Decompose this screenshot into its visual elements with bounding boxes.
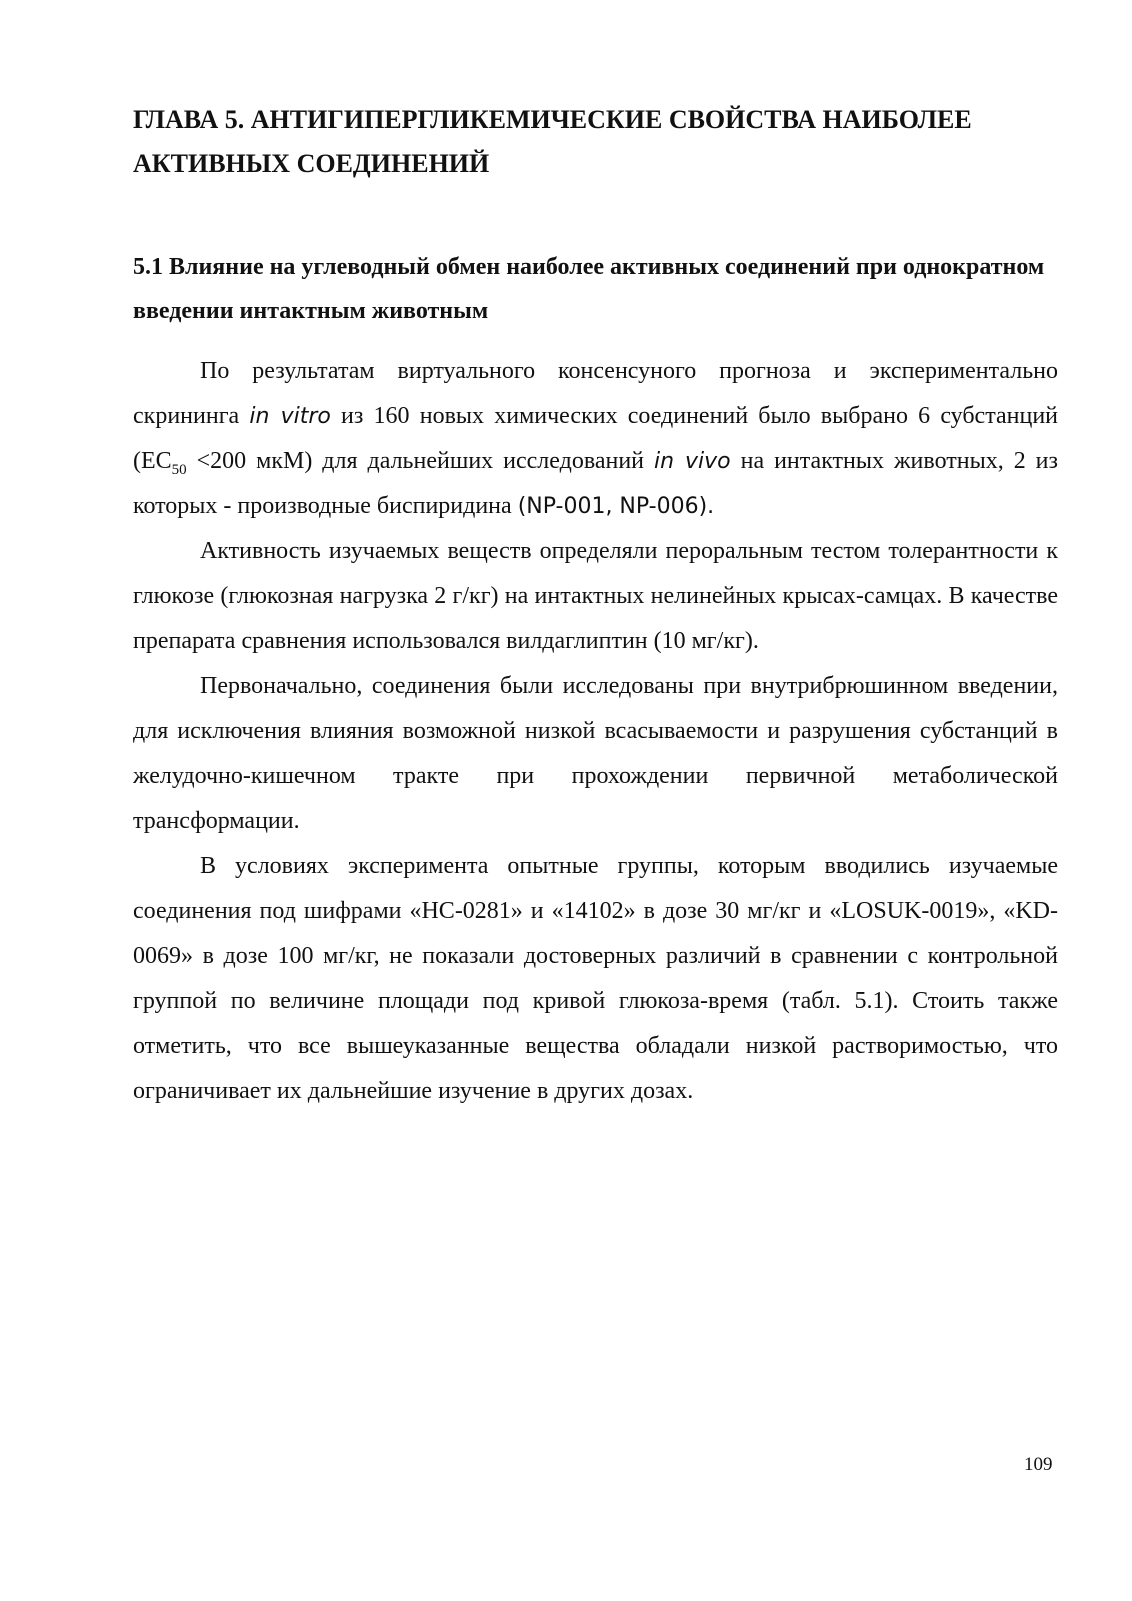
paragraph-1-italic-in-vitro: in vitro [249,404,331,429]
ec50-subscript: 50 [171,461,187,478]
paragraph-1-text-c: <200 мкМ) для дальнейших исследований [186,448,654,474]
document-page [133,98,1058,1114]
paragraph-1-text-b: из 160 новых химических соединений было выбрано 6 субстанций (EC [133,403,1059,474]
paragraph-1-italic-in-vivo: in vivo [654,449,731,474]
paragraph-1 [133,349,1058,529]
paragraph-2: Активность изучаемых веществ определяли пероральным тестом толерантности к глюкозе (глюкозная нагрузка 2 г/кг) на интактных нелинейных крысах-самцах. В качестве препарата сравнения использовался вилдаглиптин (10 мг/кг). [133,538,1058,654]
body-text [133,349,1058,1114]
chapter-title: ГЛАВА 5. АНТИГИПЕРГЛИКЕМИЧЕСКИЕ СВОЙСТВА НАИБОЛЕЕ АКТИВНЫХ СОЕДИНЕНИЙ [133,105,972,178]
paragraph-1-text-d: на интактных животных, 2 из которых - производные биспиридина [133,448,1058,519]
paragraph-1-compound-codes: (NP-001, NP-006). [517,494,715,519]
paragraph-1-text-a: По результатам виртуального консенсуного прогноза и экспериментально скрининга [133,358,1058,429]
page-number: 109 [1024,1454,1053,1475]
paragraph-3: Первоначально, соединения были исследованы при внутрибрюшинном введении, для исключения влияния возможной низкой всасываемости и разрушения субстанций в желудочно-кишечном тракте при прохождении первичной метаболической трансформации. [133,673,1058,834]
section-title: 5.1 Влияние на углеводный обмен наиболее активных соединений при однократном введении интактным животным [133,254,1045,324]
paragraph-4: В условиях эксперимента опытные группы, которым вводились изучаемые соединения под шифрами «НС-0281» и «14102» в дозе 30 мг/кг и «LOSUK-0019», «KD-0069» в дозе 100 мг/кг, не показали достоверных различий в сравнении с контрольной группой по величине площади под кривой глюкоза-время (табл. 5.1). Стоить также отметить, что все вышеуказанные вещества обладали низкой растворимостью, что ограничивает их дальнейшие изучение в других дозах. [133,853,1058,1104]
